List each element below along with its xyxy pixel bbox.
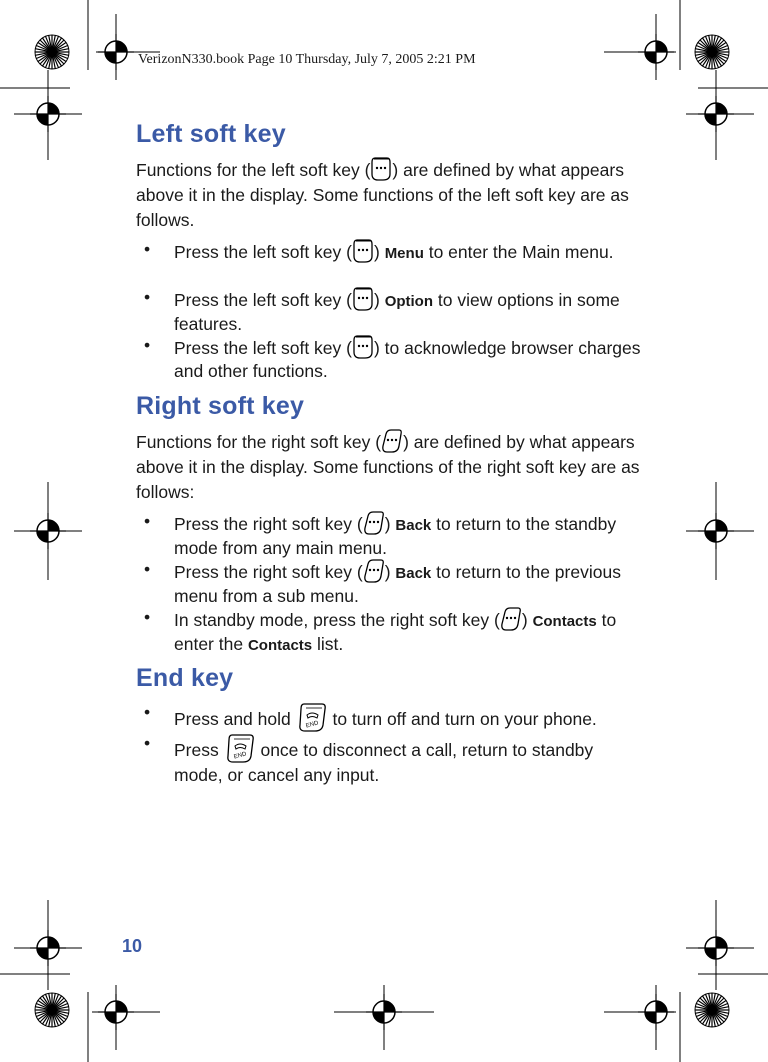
keyword-back: Back — [395, 517, 432, 534]
section-title-right-soft-key: Right soft key — [136, 392, 305, 420]
list-item: • Press and hold to turn off and turn on your phone. — [144, 701, 644, 733]
list-item: • Press once to disconnect a call, return to standby mode, or cancel any input. — [144, 733, 594, 785]
list-item: • Press the right soft key ( ) Back to return to the previous menu from a sub menu. — [144, 559, 621, 606]
right-soft-key-icon — [381, 428, 403, 454]
right-soft-key-icon — [500, 606, 522, 632]
end-key-icon — [224, 732, 256, 764]
left-soft-key-icon — [370, 156, 392, 182]
list-item: • Press the right soft key ( ) Back to return to the standby mode from any main menu. — [144, 511, 617, 558]
section-title-end-key: End key — [136, 664, 234, 692]
section-title-left-soft-key: Left soft key — [136, 120, 286, 148]
page-number: 10 — [122, 936, 143, 956]
left-soft-key-intro: Functions for the left soft key ( ) are defined by what appears above it in the display. Some functions of the left soft key are as follows. — [136, 156, 646, 233]
list-item: • In standby mode, press the right soft key ( ) Contacts to enter the Contacts list. — [144, 607, 617, 654]
right-soft-key-intro: Functions for the right soft key ( ) are defined by what appears above it in the display. Some functions of the right soft key are as follows: — [136, 428, 646, 505]
keyword-contacts: Contacts — [532, 613, 597, 630]
file-header: VerizonN330.book Page 10 Thursday, July 7, 2005 2:21 PM — [138, 52, 476, 67]
keyword-menu: Menu — [384, 245, 424, 262]
keyword-back: Back — [395, 565, 432, 582]
right-soft-key-icon — [363, 510, 385, 536]
list-item: • Press the left soft key ( ) Option to view options in some features. — [144, 287, 620, 334]
left-soft-key-icon — [352, 238, 374, 264]
end-key-icon — [296, 701, 328, 733]
list-item: • Press the left soft key ( ) to acknowledge browser charges and other functions. — [144, 335, 641, 381]
list-item: • Press the left soft key ( ) Menu to enter the Main menu. — [144, 239, 614, 262]
right-soft-key-icon — [363, 558, 385, 584]
left-soft-key-icon — [352, 334, 374, 360]
keyword-option: Option — [384, 293, 434, 310]
left-soft-key-icon — [352, 286, 374, 312]
keyword-contacts: Contacts — [247, 637, 313, 654]
